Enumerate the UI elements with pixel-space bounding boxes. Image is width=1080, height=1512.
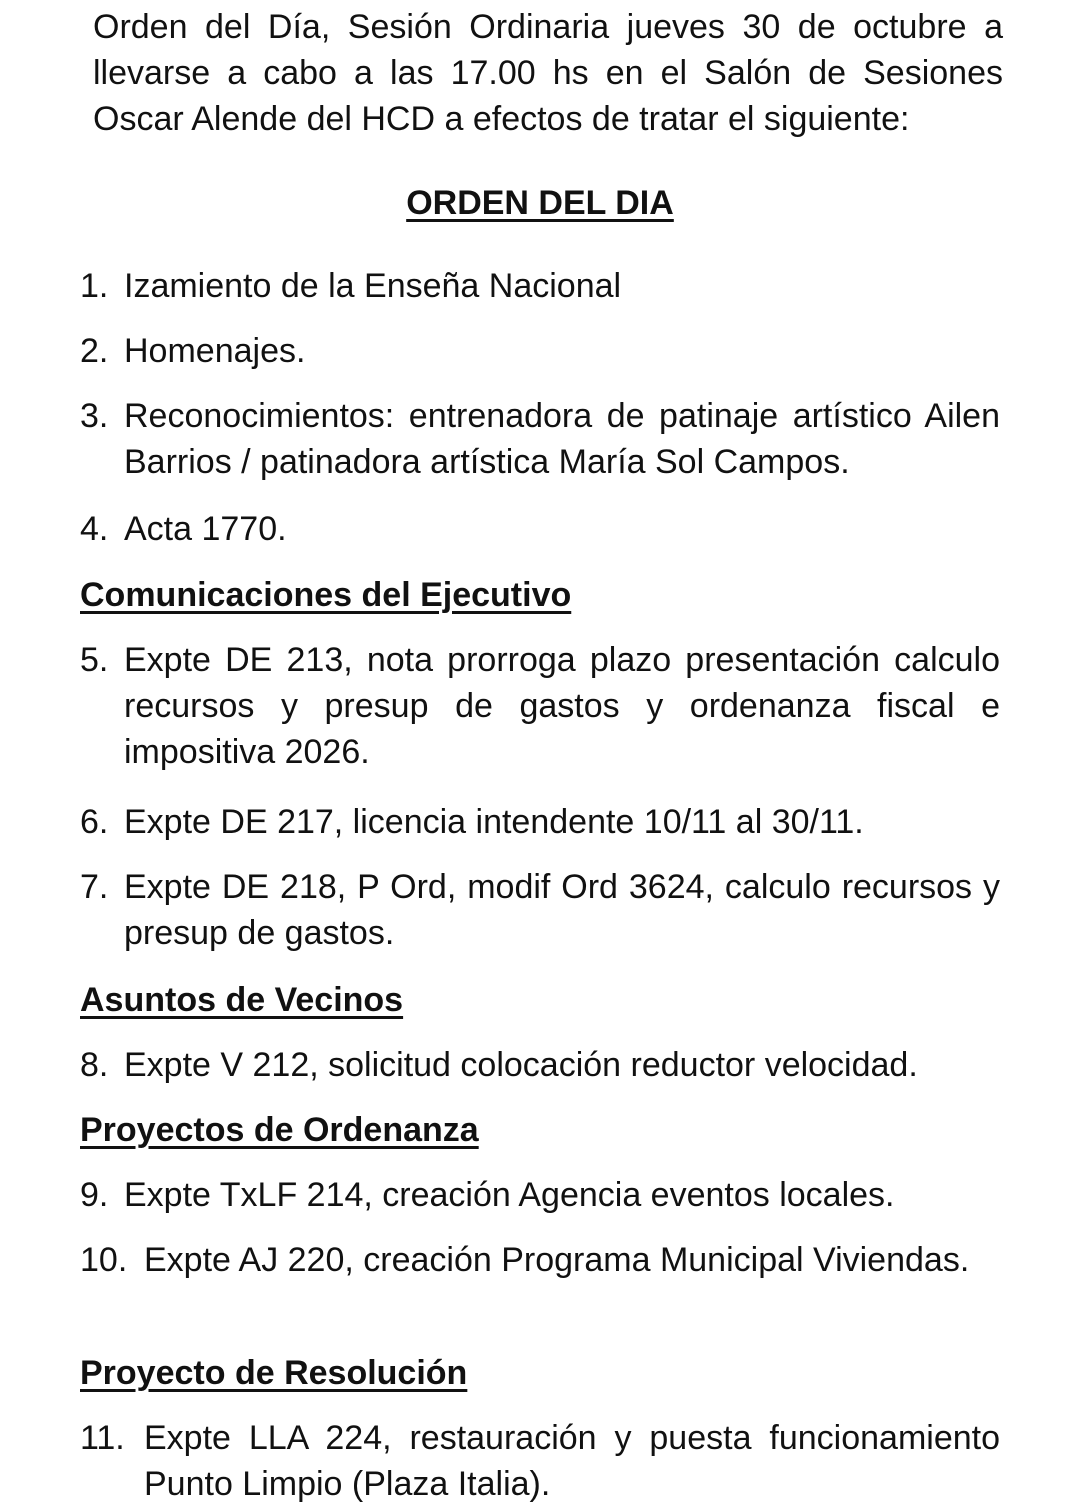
item-text: Expte AJ 220, creación Programa Municipal Viviendas. [144, 1241, 970, 1279]
item-number: 4. [80, 510, 109, 548]
item-text: Homenajes. [124, 332, 306, 370]
agenda-item-7 [80, 864, 1000, 956]
item-text: Izamiento de la Enseña Nacional [124, 267, 622, 305]
section-heading-vecinos [80, 977, 403, 1023]
agenda-item-2 [80, 328, 1000, 374]
agenda-title [0, 180, 1080, 226]
item-number: 11. [80, 1419, 125, 1457]
item-number: 8. [80, 1046, 109, 1084]
intro-paragraph: Orden del Día, Sesión Ordinaria jueves 30 de octubre a llevarse a cabo a las 17.00 hs en el Salón de Sesiones Oscar Alende del HCD a efectos de tratar el siguiente: [93, 8, 1003, 138]
agenda-item-9 [80, 1172, 1000, 1218]
item-number: 3. [80, 397, 109, 435]
item-text: Expte V 212, solicitud colocación reductor velocidad. [124, 1046, 918, 1084]
item-number: 9. [80, 1176, 109, 1214]
agenda-item-8 [80, 1042, 1000, 1088]
item-text: Expte TxLF 214, creación Agencia eventos locales. [124, 1176, 895, 1214]
agenda-item-6 [80, 799, 1000, 845]
item-number: 2. [80, 332, 109, 370]
item-text: Acta 1770. [124, 510, 287, 548]
agenda-item-3 [80, 393, 1000, 485]
section-heading-text: Proyectos de Ordenanza [80, 1111, 479, 1149]
agenda-item-11 [80, 1415, 1000, 1507]
item-text: Expte DE 217, licencia intendente 10/11 al 30/11. [124, 803, 864, 841]
item-number: 7. [80, 868, 109, 906]
item-number: 5. [80, 641, 109, 679]
item-number: 1. [80, 267, 109, 305]
section-heading-text: Proyecto de Resolución [80, 1354, 468, 1392]
agenda-title-text: ORDEN DEL DIA [406, 184, 674, 222]
item-text: Expte DE 218, P Ord, modif Ord 3624, calculo recursos y presup de gastos. [124, 868, 1000, 952]
agenda-item-5 [80, 637, 1000, 775]
item-number: 10. [80, 1241, 128, 1279]
item-text: Expte DE 213, nota prorroga plazo presentación calculo recursos y presup de gastos y ordenanza fiscal e impositiva 2026. [124, 641, 1000, 771]
agenda-item-1 [80, 263, 1000, 309]
section-heading-ejecutivo [80, 572, 571, 618]
item-number: 6. [80, 803, 109, 841]
section-heading-resolucion [80, 1350, 467, 1396]
agenda-item-10 [80, 1237, 1000, 1283]
agenda-item-4 [80, 506, 1000, 552]
section-heading-text: Asuntos de Vecinos [80, 981, 404, 1019]
section-heading-ordenanza [80, 1107, 479, 1153]
item-text: Expte LLA 224, restauración y puesta funcionamiento Punto Limpio (Plaza Italia). [144, 1419, 1000, 1503]
section-heading-text: Comunicaciones del Ejecutivo [80, 576, 572, 614]
item-text: Reconocimientos: entrenadora de patinaje artístico Ailen Barrios / patinadora artística María Sol Campos. [124, 397, 1000, 481]
